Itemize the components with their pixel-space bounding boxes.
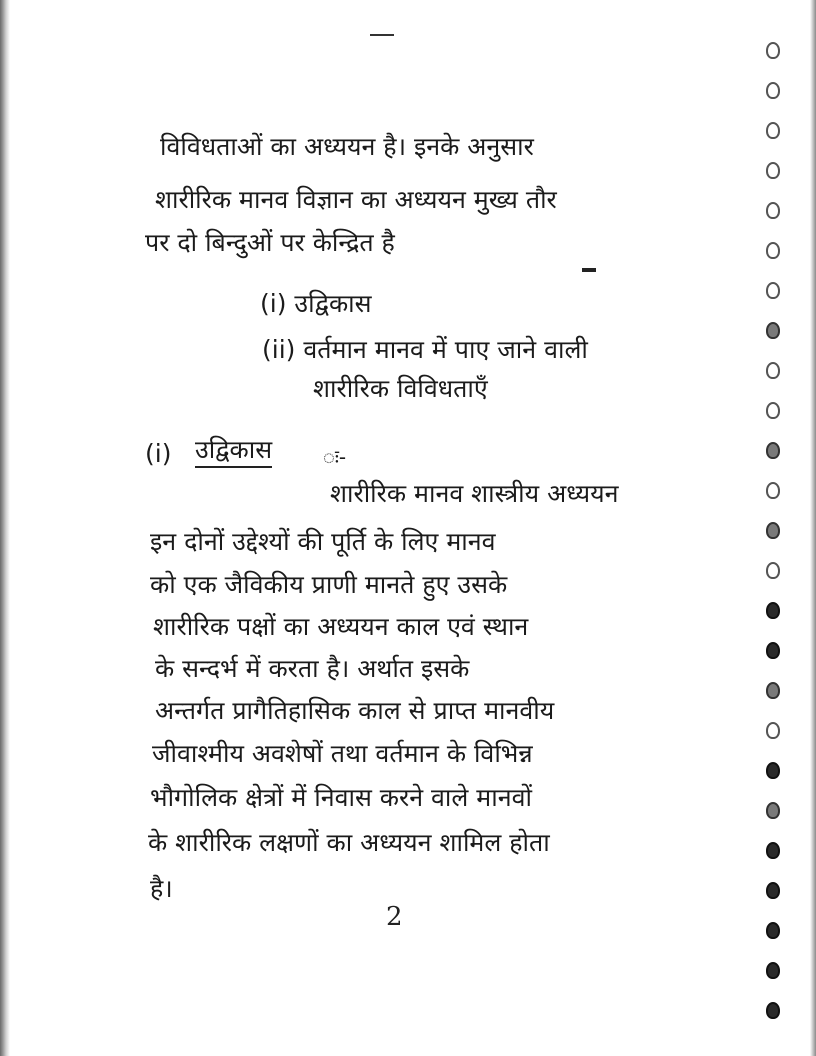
binding-hole-icon bbox=[766, 442, 780, 459]
paragraph-line-10: है। bbox=[150, 874, 173, 903]
list-item-1: (i) उद्विकास bbox=[260, 289, 372, 318]
binding-hole-icon bbox=[766, 922, 780, 939]
scan-left-edge bbox=[0, 0, 10, 1056]
binding-hole-icon bbox=[766, 682, 780, 699]
paragraph-line-3: को एक जैविकीय प्राणी मानते हुए उसके bbox=[150, 570, 508, 599]
binding-hole-icon bbox=[766, 762, 780, 779]
paragraph-line-8: भौगोलिक क्षेत्रों में निवास करने वाले मानवों bbox=[150, 783, 532, 812]
binding-hole-icon bbox=[766, 162, 780, 179]
binding-hole-icon bbox=[766, 522, 780, 539]
paragraph-line-4: शारीरिक पक्षों का अध्ययन काल एवं स्थान bbox=[153, 612, 529, 641]
stray-ink-mark bbox=[582, 268, 596, 272]
binding-hole-icon bbox=[766, 642, 780, 659]
paragraph-line-1: शारीरिक मानव शास्त्रीय अध्ययन bbox=[330, 479, 619, 508]
text-line-2: शारीरिक मानव विज्ञान का अध्ययन मुख्य तौर bbox=[155, 185, 557, 214]
binding-hole-icon bbox=[766, 882, 780, 899]
binding-hole-icon bbox=[766, 802, 780, 819]
binding-hole-icon bbox=[766, 842, 780, 859]
section-heading-text: उद्विकास bbox=[195, 435, 272, 468]
binding-hole-icon bbox=[766, 242, 780, 259]
text-line-3: पर दो बिन्दुओं पर केन्द्रित है bbox=[145, 228, 395, 257]
binding-hole-icon bbox=[766, 282, 780, 299]
paragraph-line-2: इन दोनों उद्देश्यों की पूर्ति के लिए मानव bbox=[150, 527, 496, 556]
paragraph-line-7: जीवाश्मीय अवशेषों तथा वर्तमान के विभिन्न bbox=[152, 739, 533, 768]
scan-right-edge bbox=[810, 0, 816, 1056]
binding-hole-icon bbox=[766, 362, 780, 379]
binding-hole-icon bbox=[766, 42, 780, 59]
paragraph-line-6: अन्तर्गत प्रागैतिहासिक काल से प्राप्त मानवीय bbox=[155, 696, 555, 725]
section-heading bbox=[195, 433, 272, 467]
binding-hole-icon bbox=[766, 482, 780, 499]
binding-hole-icon bbox=[766, 602, 780, 619]
binding-hole-icon bbox=[766, 402, 780, 419]
binding-hole-icon bbox=[766, 202, 780, 219]
top-dash-mark bbox=[370, 34, 394, 36]
spiral-binding-holes bbox=[756, 30, 796, 1050]
list-item-2-continued: शारीरिक विविधताएँ bbox=[313, 374, 488, 403]
text-line-1: विविधताओं का अध्ययन है। इनके अनुसार bbox=[160, 132, 534, 161]
binding-hole-icon bbox=[766, 322, 780, 339]
binding-hole-icon bbox=[766, 962, 780, 979]
binding-hole-icon bbox=[766, 1002, 780, 1019]
binding-hole-icon bbox=[766, 562, 780, 579]
paragraph-line-9: के शारीरिक लक्षणों का अध्ययन शामिल होता bbox=[148, 828, 550, 857]
binding-hole-icon bbox=[766, 722, 780, 739]
section-number: (i) bbox=[145, 439, 172, 468]
page-number: 2 bbox=[386, 902, 403, 932]
binding-hole-icon bbox=[766, 122, 780, 139]
list-item-2: (ii) वर्तमान मानव में पाए जाने वाली bbox=[262, 335, 588, 364]
section-heading-colon: ः- bbox=[323, 445, 347, 469]
binding-hole-icon bbox=[766, 82, 780, 99]
paragraph-line-5: के सन्दर्भ में करता है। अर्थात इसके bbox=[155, 654, 470, 683]
